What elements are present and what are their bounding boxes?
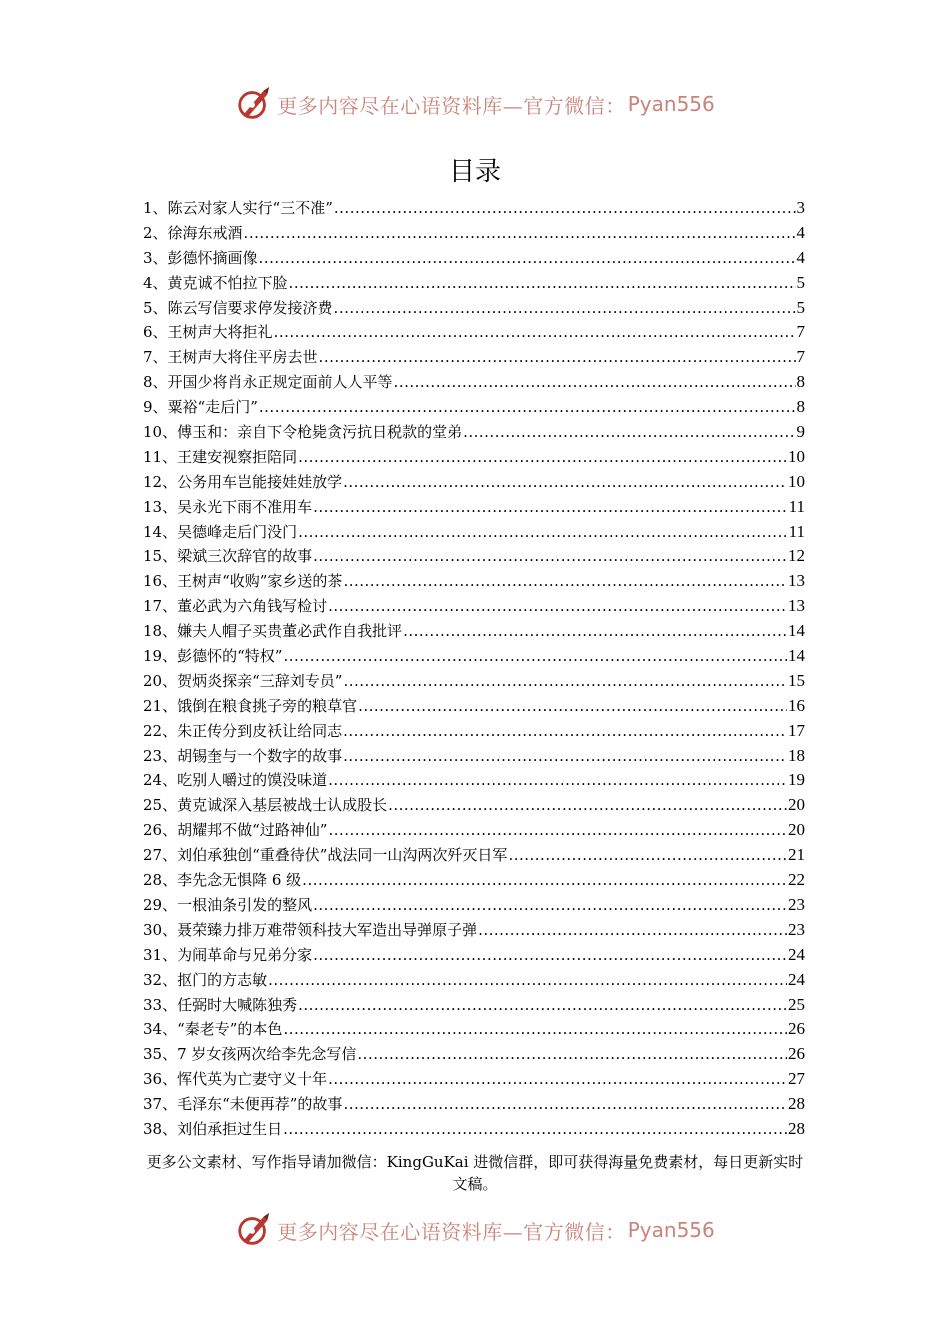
toc-page-number: 28 — [788, 1094, 805, 1114]
toc-entry-title: 27、刘伯承独创“重叠待伏”战法同一山沟两次歼灭日军 — [143, 846, 508, 865]
toc-page-number: 7 — [796, 322, 805, 342]
toc-page-number: 23 — [788, 894, 805, 914]
toc-entry-title: 28、李先念无惧降 6 级 — [143, 871, 302, 890]
toc-entry-title: 25、黄克诚深入基层被战士认成股长 — [143, 796, 388, 815]
toc-page-number: 23 — [788, 919, 805, 939]
toc-page-number: 21 — [788, 845, 805, 865]
toc-dot-leader — [313, 495, 788, 520]
toc-entry[interactable] — [143, 320, 805, 345]
toc-entry-title: 8、开国少将肖永正规定面前人人平等 — [143, 373, 393, 392]
toc-page-number: 25 — [788, 994, 805, 1014]
toc-page-number: 5 — [796, 297, 805, 317]
toc-entry-title: 30、聂荣臻力排万难带领科技大军造出导弹原子弹 — [143, 920, 478, 939]
toc-entry-title: 21、饿倒在粮食挑子旁的粮草官 — [143, 696, 358, 715]
toc-entry-title: 38、刘伯承拒过生日 — [143, 1119, 283, 1138]
toc-entry[interactable] — [143, 793, 805, 818]
toc-entry[interactable] — [143, 619, 805, 644]
banner-text: 更多内容尽在心语资料库—官方微信： — [277, 1219, 626, 1244]
toc-entry[interactable] — [143, 395, 805, 420]
toc-entry[interactable] — [143, 1017, 805, 1042]
toc-page-number: 11 — [788, 496, 805, 516]
promo-note: 更多公文素材、写作指导请加微信：KingGuKai 进微信群，即可获得海量免费素材，每日更新实时文稿。 — [146, 1153, 804, 1193]
toc-dot-leader — [313, 893, 787, 918]
toc-entry-title: 33、任弼时大喊陈独秀 — [143, 995, 298, 1014]
toc-dot-leader — [478, 918, 787, 943]
toc-dot-leader — [268, 968, 787, 993]
toc-dot-leader — [274, 320, 796, 345]
toc-entry[interactable] — [143, 544, 805, 569]
toc-entry[interactable] — [143, 445, 805, 470]
toc-entry[interactable] — [143, 918, 805, 943]
toc-dot-leader — [388, 793, 787, 818]
toc-entry[interactable] — [143, 1042, 805, 1067]
toc-entry[interactable] — [143, 843, 805, 868]
toc-page-number: 24 — [788, 969, 805, 989]
toc-entry[interactable] — [143, 993, 805, 1018]
toc-dot-leader — [343, 569, 787, 594]
toc-entry[interactable] — [143, 943, 805, 968]
toc-entry[interactable] — [143, 1067, 805, 1092]
toc-dot-leader — [357, 1042, 787, 1067]
toc-dot-leader — [298, 445, 787, 470]
toc-entry-title: 37、毛泽东“未便再荐”的故事 — [143, 1095, 343, 1114]
toc-entry-title: 35、7 岁女孩两次给李先念写信 — [143, 1045, 357, 1064]
toc-entry[interactable] — [143, 893, 805, 918]
toc-entry[interactable] — [143, 644, 805, 669]
toc-page-number: 8 — [796, 397, 805, 417]
toc-entry-title: 9、粟裕“走后门” — [143, 398, 258, 417]
toc-page-number: 13 — [788, 596, 805, 616]
toc-dot-leader — [328, 1067, 787, 1092]
pen-nib-logo-icon — [235, 85, 273, 123]
toc-dot-leader — [358, 694, 787, 719]
header-banner — [0, 82, 950, 126]
toc-entry[interactable] — [143, 569, 805, 594]
toc-entry-title: 20、贺炳炎探亲“三辞刘专员” — [143, 671, 343, 690]
toc-dot-leader — [463, 420, 795, 445]
toc-entry-title: 19、彭德怀的“特权” — [143, 647, 283, 666]
toc-entry-title: 3、彭德怀摘画像 — [143, 248, 258, 267]
toc-entry-title: 1、陈云对家人实行“三不准” — [143, 199, 333, 217]
toc-entry-title: 29、一根油条引发的整风 — [143, 895, 313, 914]
toc-entry-title: 7、王树声大将住平房去世 — [143, 348, 318, 367]
toc-page-number: 12 — [788, 546, 805, 566]
toc-dot-leader — [403, 619, 787, 644]
toc-page-number: 10 — [788, 471, 805, 491]
toc-entry-title: 22、朱正传分到皮袄让给同志 — [143, 721, 343, 740]
toc-entry-title: 4、黄克诚不怕拉下脸 — [143, 273, 288, 292]
toc-page-number: 15 — [788, 670, 805, 690]
toc-entry[interactable] — [143, 594, 805, 619]
toc-page-number: 14 — [788, 621, 805, 641]
toc-entry[interactable] — [143, 1117, 805, 1142]
toc-entry-title: 11、王建安视察拒陪同 — [143, 447, 298, 466]
toc-page-number: 18 — [788, 745, 805, 765]
toc-entry[interactable] — [143, 868, 805, 893]
toc-entry[interactable] — [143, 271, 805, 296]
toc-dot-leader — [343, 470, 787, 495]
toc-page-number: 20 — [788, 795, 805, 815]
toc-page-number: 16 — [788, 695, 805, 715]
footer-banner — [0, 1208, 950, 1252]
toc-entry[interactable] — [143, 1092, 805, 1117]
toc-page-number: 11 — [788, 521, 805, 541]
toc-entry[interactable] — [143, 196, 805, 221]
toc-page-number: 10 — [788, 446, 805, 466]
toc-entry-title: 2、徐海东戒酒 — [143, 223, 243, 242]
toc-entry[interactable] — [143, 719, 805, 744]
toc-dot-leader — [343, 1092, 787, 1117]
toc-dot-leader — [298, 520, 788, 545]
toc-entry[interactable] — [143, 246, 805, 271]
toc-dot-leader — [334, 296, 796, 321]
toc-dot-leader — [334, 196, 796, 221]
banner-text: 更多内容尽在心语资料库—官方微信： — [277, 93, 626, 118]
toc-page-number: 9 — [796, 422, 805, 442]
toc-entry[interactable] — [143, 296, 805, 321]
toc-entry[interactable] — [143, 345, 805, 370]
toc-entry-title: 34、“秦老专”的本色 — [143, 1020, 283, 1039]
toc-page-number: 13 — [788, 571, 805, 591]
toc-page-number: 28 — [788, 1118, 805, 1138]
toc-entry[interactable] — [143, 968, 805, 993]
toc-entry-title: 31、为闹革命与兄弟分家 — [143, 945, 313, 964]
toc-dot-leader — [283, 644, 787, 669]
toc-dot-leader — [302, 868, 787, 893]
toc-entry-title: 36、恽代英为亡妻守义十年 — [143, 1070, 328, 1089]
toc-dot-leader — [343, 744, 787, 769]
toc-dot-leader — [289, 271, 796, 296]
toc-page-number: 22 — [788, 870, 805, 890]
toc-page-number: 26 — [788, 1044, 805, 1064]
toc-entry-title: 24、吃别人嚼过的馍没味道 — [143, 771, 328, 790]
pen-nib-logo-icon — [235, 1211, 273, 1249]
toc-entry[interactable] — [143, 669, 805, 694]
toc-dot-leader — [259, 395, 796, 420]
toc-entry-title: 14、吴德峰走后门没门 — [143, 522, 298, 541]
toc-dot-leader — [394, 370, 796, 395]
toc-dot-leader — [259, 246, 796, 271]
table-of-contents — [143, 196, 805, 1142]
toc-entry-title: 32、抠门的方志敏 — [143, 970, 268, 989]
toc-entry[interactable] — [143, 420, 805, 445]
toc-entry-title: 17、董必武为六角钱写检讨 — [143, 597, 328, 616]
toc-entry[interactable] — [143, 744, 805, 769]
toc-entry[interactable] — [143, 818, 805, 843]
toc-page-number: 4 — [796, 247, 805, 267]
toc-entry-title: 12、公务用车岂能接娃娃放学 — [143, 472, 343, 491]
toc-entry[interactable] — [143, 495, 805, 520]
banner-wechat-id: Pyan556 — [627, 1218, 715, 1242]
toc-page-number: 14 — [788, 646, 805, 666]
toc-dot-leader — [328, 594, 787, 619]
toc-page-number: 26 — [788, 1019, 805, 1039]
toc-page-number: 7 — [796, 347, 805, 367]
banner-wechat-id: Pyan556 — [627, 92, 715, 116]
toc-entry[interactable] — [143, 370, 805, 395]
toc-dot-leader — [283, 1017, 787, 1042]
toc-page-number: 20 — [788, 820, 805, 840]
toc-page-number: 19 — [788, 770, 805, 790]
toc-dot-leader — [319, 345, 796, 370]
toc-entry[interactable] — [143, 470, 805, 495]
toc-dot-leader — [328, 818, 787, 843]
toc-dot-leader — [244, 221, 796, 246]
toc-entry-title: 13、吴永光下雨不准用车 — [143, 497, 313, 516]
toc-page-number: 8 — [796, 372, 805, 392]
toc-page-number: 27 — [788, 1069, 805, 1089]
toc-dot-leader — [343, 669, 787, 694]
page-title: 目录 — [448, 157, 501, 187]
toc-entry-title: 5、陈云写信要求停发接济费 — [143, 298, 333, 317]
toc-dot-leader — [313, 544, 787, 569]
toc-entry-title: 23、胡锡奎与一个数字的故事 — [143, 746, 343, 765]
toc-entry[interactable] — [143, 520, 805, 545]
toc-page-number: 5 — [796, 272, 805, 292]
toc-entry-title: 15、梁斌三次辞官的故事 — [143, 547, 313, 566]
toc-dot-leader — [508, 843, 787, 868]
toc-dot-leader — [328, 768, 787, 793]
toc-dot-leader — [343, 719, 787, 744]
toc-page-number: 4 — [796, 222, 805, 242]
toc-page-number: 3 — [796, 198, 805, 217]
toc-entry[interactable] — [143, 768, 805, 793]
toc-entry-title: 16、王树声“收购”家乡送的茶 — [143, 572, 343, 591]
toc-entry-title: 10、傅玉和：亲自下令枪毙贪污抗日税款的堂弟 — [143, 423, 463, 442]
toc-page-number: 24 — [788, 944, 805, 964]
toc-entry[interactable] — [143, 221, 805, 246]
toc-dot-leader — [283, 1117, 787, 1142]
toc-page-number: 17 — [788, 720, 805, 740]
toc-dot-leader — [298, 993, 787, 1018]
toc-entry-title: 6、王树声大将拒礼 — [143, 323, 273, 342]
toc-dot-leader — [313, 943, 787, 968]
toc-entry-title: 18、嫌夫人帽子买贵董必武作自我批评 — [143, 622, 403, 641]
toc-entry[interactable] — [143, 694, 805, 719]
toc-entry-title: 26、胡耀邦不做“过路神仙” — [143, 821, 328, 840]
